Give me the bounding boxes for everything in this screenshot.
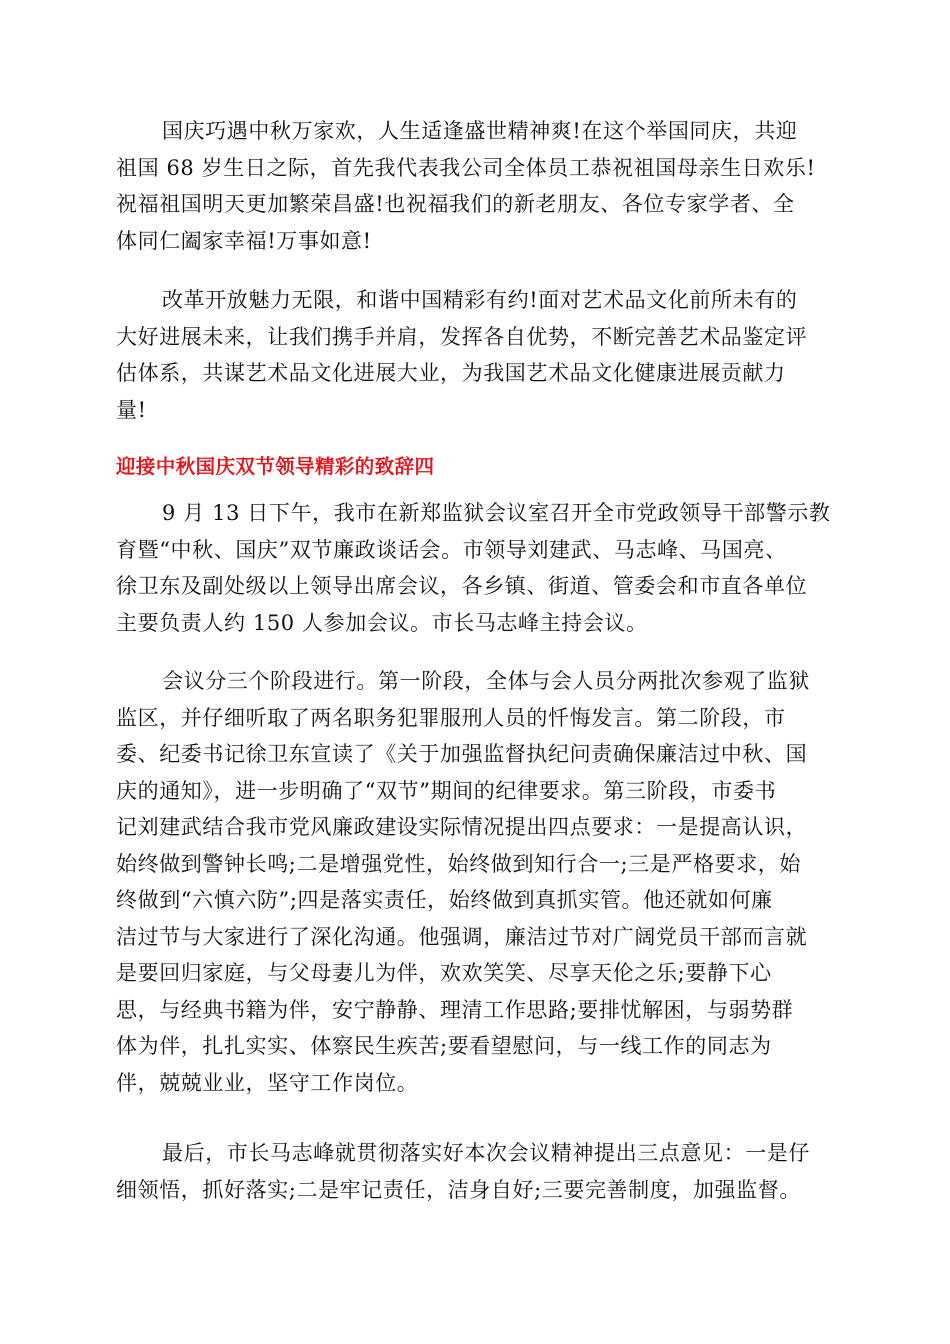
paragraph-national-day-greeting xyxy=(116,113,832,259)
paragraph-meeting-stages xyxy=(116,663,832,1101)
paragraph-line: 9 月 13 日下午，我市在新郑监狱会议室召开全市党政领导干部警示教 xyxy=(162,501,831,525)
paragraph-line: 会议分三个阶段进行。第一阶段，全体与会人员分两批次参观了监狱 xyxy=(162,669,810,693)
paragraph-meeting-intro xyxy=(116,495,832,641)
paragraph-line: 国庆巧遇中秋万家欢，人生适逢盛世精神爽!在这个举国同庆，共迎 xyxy=(162,119,798,143)
paragraph-line: 思，与经典书籍为伴，安宁静静、理清工作思路;要排忧解困，与弱势群 xyxy=(116,997,794,1022)
paragraph-line: 徐卫东及副处级以上领导出席会议，各乡镇、街道、管委会和市直各单位 xyxy=(116,574,808,598)
paragraph-line: 终做到“六慎六防”;四是落实责任，始终做到真抓实管。他还就如何廉 xyxy=(116,888,773,912)
paragraph-line: 体同仁阖家幸福!万事如意! xyxy=(116,228,372,253)
paragraph-line: 量! xyxy=(116,397,147,422)
paragraph-line: 庆的通知》，进一步明确了“双节”期间的纪律要求。第三阶段，市委书 xyxy=(116,778,777,803)
paragraph-line: 育暨“中秋、国庆”双节廉政谈话会。市领导刘建武、马志峰、马国亮、 xyxy=(116,537,787,562)
paragraph-line: 记刘建武结合我市党风廉政建设实际情况提出四点要求：一是提高认识， xyxy=(116,815,808,839)
paragraph-line: 大好进展未来，让我们携手并肩，发挥各自优势，不断完善艺术品鉴定评 xyxy=(116,324,808,349)
paragraph-line: 始终做到警钟长鸣;二是增强党性，始终做到知行合一;三是严格要求，始 xyxy=(116,851,801,876)
paragraph-line: 主要负责人约 150 人参加会议。市长马志峰主持会议。 xyxy=(116,610,648,635)
paragraph-reform-opening xyxy=(116,282,832,428)
section-heading: 迎接中秋国庆双节领导精彩的致辞四 xyxy=(116,455,435,478)
paragraph-line: 估体系，共谋艺术品文化进展大业，为我国艺术品文化健康进展贡献力 xyxy=(116,361,786,385)
paragraph-line: 监区，并仔细听取了两名职务犯罪服刑人员的忏悔发言。第二阶段，市 xyxy=(116,705,786,730)
paragraph-line: 改革开放魅力无限，和谐中国精彩有约!面对艺术品文化前所未有的 xyxy=(162,288,798,312)
paragraph-line: 祝福祖国明天更加繁荣昌盛!也祝福我们的新老朋友、各位专家学者、全 xyxy=(116,192,795,216)
paragraph-line: 祖国 68 岁生日之际，首先我代表我公司全体员工恭祝祖国母亲生日欢乐! xyxy=(116,155,816,180)
paragraph-mayor-conclusion xyxy=(116,1135,832,1208)
paragraph-line: 伴，兢兢业业，坚守工作岗位。 xyxy=(116,1070,419,1095)
paragraph-line: 是要回归家庭，与父母妻儿为伴，欢欢笑笑、尽享天伦之乐;要静下心 xyxy=(116,961,772,985)
paragraph-line: 体为伴，扎扎实实、体察民生疾苦;要看望慰问，与一线工作的同志为 xyxy=(116,1034,772,1058)
paragraph-line: 委、纪委书记徐卫东宣读了《关于加强监督执纪问责确保廉洁过中秋、国 xyxy=(116,742,808,766)
paragraph-line: 最后，市长马志峰就贯彻落实好本次会议精神提出三点意见：一是仔 xyxy=(162,1141,810,1165)
paragraph-line: 洁过节与大家进行了深化沟通。他强调，廉洁过节对广阔党员干部而言就 xyxy=(116,924,808,949)
paragraph-line: 细领悟，抓好落实;二是牢记责任，洁身自好;三要完善制度，加强监督。 xyxy=(116,1177,801,1202)
